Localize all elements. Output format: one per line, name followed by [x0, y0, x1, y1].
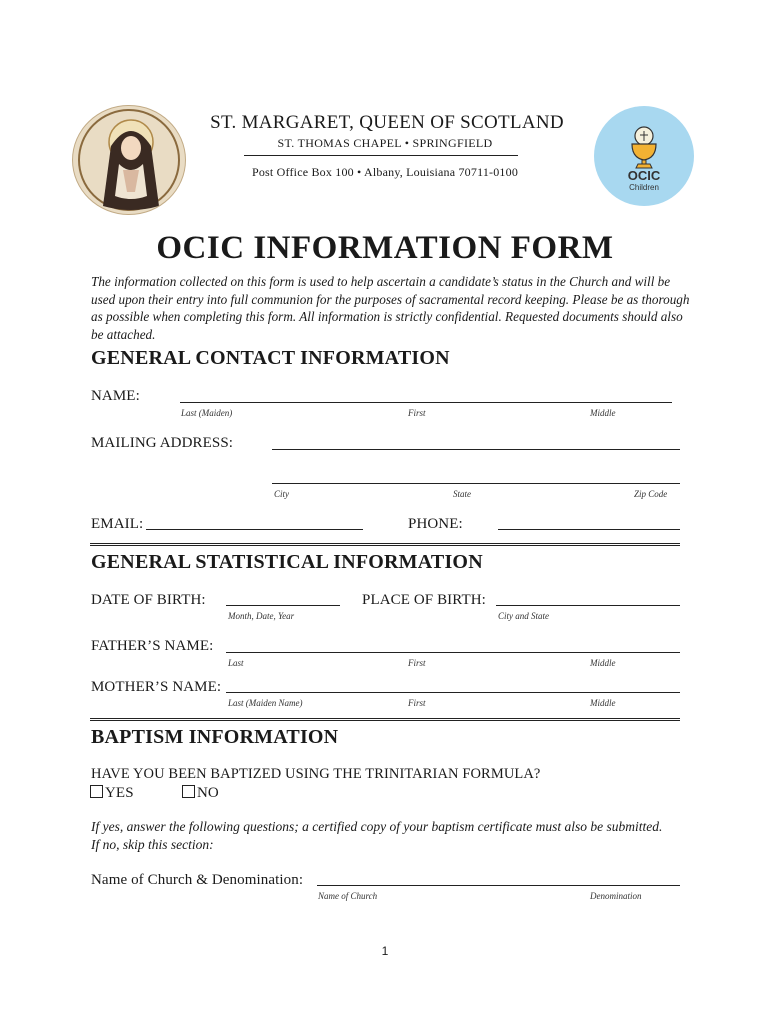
section-heading-baptism: BAPTISM INFORMATION — [91, 726, 339, 748]
no-option[interactable] — [182, 785, 219, 802]
father-name-label: FATHER’S NAME: — [91, 638, 214, 654]
dob-field[interactable] — [226, 605, 340, 606]
pob-label: PLACE OF BIRTH: — [362, 592, 486, 608]
name-sub-first: First — [408, 408, 426, 418]
org-title: ST. MARGARET, QUEEN OF SCOTLAND — [210, 112, 564, 133]
email-label: EMAIL: — [91, 516, 144, 532]
father-sub-last: Last — [228, 658, 244, 668]
form-title: OCIC INFORMATION FORM — [156, 230, 614, 266]
section-divider — [90, 543, 680, 546]
phone-label: PHONE: — [408, 516, 463, 532]
org-subtitle: ST. THOMAS CHAPEL • SPRINGFIELD — [277, 136, 493, 150]
mailing-address-label: MAILING ADDRESS: — [91, 435, 234, 451]
mother-sub-last: Last (Maiden Name) — [228, 698, 303, 708]
email-field[interactable] — [146, 529, 363, 530]
mother-sub-middle: Middle — [590, 698, 616, 708]
church-denomination-field[interactable] — [317, 885, 680, 886]
section-heading-contact: GENERAL CONTACT INFORMATION — [91, 347, 450, 369]
logo-text: OCIC — [627, 168, 661, 183]
pob-field[interactable] — [496, 605, 680, 606]
no-checkbox[interactable] — [182, 785, 195, 798]
church-sub-name: Name of Church — [318, 891, 378, 901]
yes-option[interactable] — [90, 785, 134, 802]
address-sub-zip: Zip Code — [634, 489, 668, 499]
baptism-question: HAVE YOU BEEN BAPTIZED USING THE TRINITARIAN FORMULA? — [91, 766, 541, 782]
page-number: 1 — [381, 944, 389, 958]
address-line-1-field[interactable] — [272, 449, 680, 450]
name-label: NAME: — [91, 388, 140, 404]
section-heading-statistical: GENERAL STATISTICAL INFORMATION — [91, 551, 483, 573]
logo-subtext: Children — [629, 183, 659, 192]
yes-checkbox[interactable] — [90, 785, 103, 798]
address-sub-state: State — [453, 489, 471, 499]
header-divider — [244, 155, 518, 156]
father-sub-first: First — [408, 658, 426, 668]
mother-name-field[interactable] — [226, 692, 680, 693]
org-address: Post Office Box 100 • Albany, Louisiana 70711-0100 — [251, 165, 519, 179]
baptism-instructions-2: If no, skip this section: — [91, 837, 214, 852]
name-sub-middle: Middle — [590, 408, 616, 418]
father-sub-middle: Middle — [590, 658, 616, 668]
father-name-field[interactable] — [226, 652, 680, 653]
mother-sub-first: First — [408, 698, 426, 708]
baptism-instructions-1: If yes, answer the following questions; a certified copy of your baptism certificate must also be submitted. — [91, 819, 663, 834]
dob-sub: Month, Date, Year — [228, 611, 295, 621]
mother-name-label: MOTHER’S NAME: — [91, 679, 222, 695]
intro-paragraph: The information collected on this form is used to help ascertain a candidate’s status in the Church and will be used upon their entry into full communion for the purposes of sacramental record keeping. Please be as thorough as possible when completing this form. All information is strictly confidential. Requested documents should also be attached. — [91, 274, 690, 342]
no-label: NO — [197, 785, 219, 801]
address-sub-city: City — [274, 489, 289, 499]
church-sub-denomination: Denomination — [590, 891, 642, 901]
pob-sub: City and State — [498, 611, 549, 621]
address-line-2-field[interactable] — [272, 483, 680, 484]
dob-label: DATE OF BIRTH: — [91, 592, 206, 608]
phone-field[interactable] — [498, 529, 680, 530]
church-denomination-label: Name of Church & Denomination: — [91, 872, 304, 888]
yes-label: YES — [105, 785, 134, 801]
ocic-logo — [594, 106, 694, 206]
name-sub-last: Last (Maiden) — [181, 408, 233, 418]
section-divider — [90, 718, 680, 721]
name-field[interactable] — [180, 402, 672, 403]
